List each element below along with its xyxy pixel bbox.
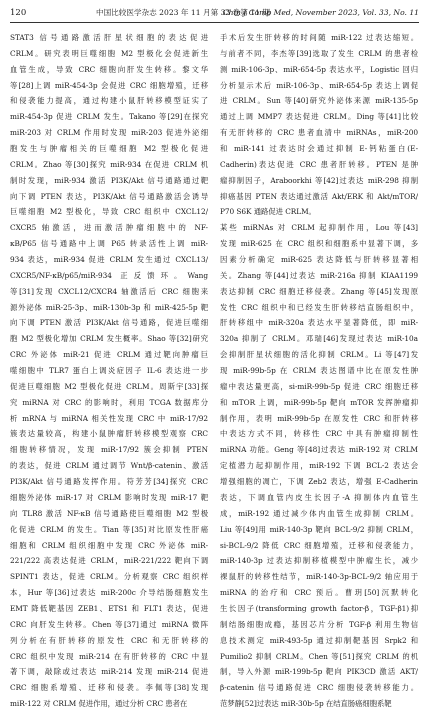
text-line: EMT 降低靶基因 ZEB1、ETS1 和 FLT1 表达，促进	[10, 603, 208, 613]
text-line: 向 TLR8 激活 NF-κB 信号通路使巨噬细胞 M2 型极	[10, 508, 208, 518]
text-line: 与前者不同，李杰等[39]选取了发生 CRLM 的患者检	[220, 48, 418, 58]
text-line: 的表达，促进 CRLM 通过调节 Wnt/β-catenin、激活	[10, 461, 208, 471]
text-line: 表达，下调血管内皮生长因子-A 抑制体内血管生	[220, 492, 418, 502]
text-line: 范梦静[52]过表达 miR-30b-5p 在结直肠癌细胞系靶	[220, 699, 392, 709]
text-line: 934 表达，miR-934 促进 CRLM 发生通过 CXCL13/	[10, 255, 208, 265]
text-line: 巨噬细胞 M2 型极化，导致 CRC 组织中 CXCL12/	[10, 207, 208, 217]
text-line: Cadherin)表达促进 CRC 患者肝转移。PTEN 是肿	[220, 159, 418, 169]
text-line: 瘤中表达量更高，si-miR-99b-5p 促进 CRC 细胞迁移	[220, 381, 418, 391]
text-line: 细胞转移情况，发现 miR-17/92 簇会抑制 PTEN	[10, 445, 208, 455]
text-line: miRNA 功能。Geng 等[48]过表达 miR-192 对 CRLM	[220, 445, 418, 455]
text-line: 噬细胞中 TLR7 蛋白上调炎症因子 IL-6 表达进一步	[10, 366, 208, 376]
text-line: 向下调 PTEN 激活 PI3K/Akt 信号通路，促进巨噬细	[10, 318, 208, 328]
text-line: 发现 miR-625 在 CRC 组织和细胞系中显著下调，多	[220, 239, 418, 249]
text-line: 促进巨噬细胞 M2 型极化促进 CRLM。周斯宇[33]探	[10, 381, 208, 391]
journal-name-cn: 中国比较医学杂志 2023 年 11 月第 33 卷第 11 期	[96, 8, 270, 17]
text-line: CRC 细胞系增殖、迁移和侵袭。李佩等[38]发现	[10, 683, 208, 693]
text-line: 某些 miRNAs 对 CRLM 起抑制作用，Lou 等[43]	[220, 223, 418, 233]
text-line: 息技术测定 miR-493-5p 通过抑制靶基因 Srpk2 和	[220, 635, 418, 645]
text-line: miR-203 对 CRLM 作用时发现 miR-203 促进外泌细	[10, 128, 208, 138]
text-line: 中表达方式不同，转移性 CRC 中具有肿瘤抑制性	[220, 429, 418, 439]
text-line: CRLM。Zhao 等[30]探究 miR-934 在促进 CRLM 机	[10, 159, 208, 169]
text-line: 化促进 CRLM 的发生。Tian 等[35]对比原发性肝癌	[10, 524, 208, 534]
text-line: miR-140-3p 过表达抑制移植模型中肿瘤生长，减少	[220, 556, 418, 566]
left-column	[10, 30, 208, 712]
text-line: 发性 CRC 组织中和已经发生肝转移结直肠组织中，	[220, 302, 418, 312]
text-line: CRC 向肝发生转移。Chen 等[37]通过 miRNA 微阵	[10, 619, 208, 629]
text-line: 究 miRNA 对 CRC 的影响时，利用 TCGA 数据库分	[10, 397, 208, 407]
header-rule	[10, 22, 419, 23]
text-line: 手术后发生肝转移的时间随 miR-122 过表达缩短。	[220, 33, 418, 42]
text-line: 源外泌体 miR-25-3p、miR-130b-3p 和 miR-425-5p 靶	[10, 302, 208, 312]
right-column	[220, 30, 418, 712]
text-line: SPINT1 表达，促进 CRLM。分析观察 CRC 组织样	[10, 572, 208, 582]
text-line: CRC 外泌体 miR-21 促进 CRLM 通过靶向肿瘤巨	[10, 350, 208, 360]
text-line: 细胞和 CRLM 组织细胞中发现 CRC 外泌体 miR-	[10, 540, 208, 550]
text-line: 析 mRNA 与 miRNA 相关性发现 CRC 中 miR-17/92	[10, 413, 208, 423]
text-line: κB/P65 信号通路中上调 P65 转录活性上调 miR-	[10, 239, 208, 249]
text-line: CXCR5/NF-κB/p65/miR-934 正反馈环。Wang	[10, 270, 208, 280]
text-line: 著下调，敲除或过表达 miR-214 发现 miR-214 促进	[10, 667, 208, 677]
text-line: 本，Hur 等[36]过表达 miR-200c 介导结肠细胞发生	[10, 588, 208, 598]
text-line: 抑癌基因 PTEN 表达通过激活 Akt/ERK 和 Akt/mTOR/	[220, 191, 418, 201]
text-line: 221/222 高表达促进 CRLM，miR-221/222 靶向下调	[10, 556, 208, 566]
text-line: 表达抑制 CRC 细胞迁移侵袭。Zhang 等[45]发现原	[220, 286, 418, 296]
text-line: PI3K/Akt 信号通路发挥作用。符芳芳[34]探究 CRC	[10, 477, 208, 487]
text-line: β-catenin 信号通路促进 CRC 细胞侵袭转移能力。	[220, 683, 418, 693]
text-line: 制时发现，miR-934 激活 PI3K/Akt 信号通路通过靶	[10, 175, 208, 185]
text-line: 320a 抑制了 CRLM。邓瑞[46]发现过表达 miR-10a	[220, 334, 418, 344]
text-line: 列分析在有肝转移的原发性 CRC 和无肝转移的	[10, 635, 208, 645]
text-line: 现 miR-99b-5p 在 CRLM 表达图谱中比在原发性肿	[220, 366, 418, 376]
text-line: STAT3 信号通路激活肝星状细胞的表达促进	[10, 33, 208, 42]
text-line: CRC 组织中发现 miR-214 在有肝转移的 CRC 中显	[10, 651, 208, 661]
text-line: 胞发生与肿瘤相关的巨噬细胞 M2 型极化促进	[10, 144, 208, 154]
text-line: 关。Zhang 等[44]过表达 miR-216a 抑制 KIAA1199	[220, 270, 418, 280]
running-header	[10, 5, 419, 21]
text-line: 裸鼠肝的转移性结节，miR-140-3p-BCL-9/2 轴应用于	[220, 572, 418, 582]
text-line: CRLM。研究表明巨噬细胞 M2 型极化会促进新生	[10, 48, 208, 58]
text-line: 制结肠细胞成瘾，基因芯片分析 TGF-β 利用生物信	[220, 619, 418, 629]
text-line: 瘤抑制因子，Araboorkhi 等[42]过表达 miR-298 抑制	[220, 175, 418, 185]
text-line: 会抑制肝星状细胞的活化抑制 CRLM。Li 等[47]发	[220, 350, 418, 360]
text-line: 肝转移组中 miR-320a 表达水平显著降低，即 miR-	[220, 318, 418, 328]
text-line: miR-454-3p 促进 CRLM 发生。Takano 等[29]在探究	[10, 112, 208, 122]
text-line: 细胞外泌体 miR-17 对 CRLM 影响时发现 miR-17 靶	[10, 492, 208, 502]
text-line: 生长因子(transforming growth factor-β，TGF-β1)抑	[220, 603, 418, 613]
text-line: 制作用，表明 miR-99b-5p 在原发性 CRC 和肝转移	[220, 413, 418, 423]
text-line: 等[28]上调 miR-454-3p 会促进 CRC 细胞增殖，迁移	[10, 80, 208, 90]
text-line: miR-122 对 CRLM 促进作用，通过分析 CRC 患者在	[10, 699, 188, 709]
text-line: 簇表达量较高，构建小鼠肿瘤肝转移模型观察 CRC	[10, 429, 208, 439]
journal-name-en: Chin J Comp Med, November 2023, Vol. 33, No. 11	[222, 8, 419, 17]
text-line: 进 CRLM。Sun 等[40]研究外泌体来源 miR-135-5p	[220, 96, 418, 106]
text-line: 制，导入外源 miR-199b-5p 靶向 PIK3CD 激活 AKT/	[220, 667, 418, 677]
text-line: 血管生成，导致 CRC 细胞向肝发生转移。黎文华	[10, 64, 208, 74]
text-line: 和 miR-141 过表达时会通过抑制 E-钙粘蛋白(E-	[220, 144, 418, 154]
text-line: si-BCL-9/2 降低 CRC 细胞增殖，迁移和侵袭能力，	[220, 540, 418, 550]
text-line: 有无肝转移的 CRC 患者血清中 miRNAs，miR-200	[220, 128, 418, 138]
text-line: 和 mTOR 上调，miR-99b-5p 靶向 mTOR 发挥肿瘤抑	[220, 397, 418, 407]
text-line: 胞 M2 型极化增加 CRLM 发生概率。Shao 等[32]研究	[10, 334, 208, 344]
text-line: Pumilio2 抑制 CRLM。Chen 等[51]探究 CRLM 的机	[220, 651, 418, 661]
text-line: P70 S6K 通路促进 CRLM。	[220, 207, 316, 217]
text-line: 增强细胞的凋亡，下调 Zeb2 表达，增强 E-Cadherin	[220, 477, 418, 487]
text-line: CXCR5 轴激活，进而激活肿瘤细胞中的 NF-	[10, 223, 208, 233]
text-line: 定植潜力起抑制作用，miR-192 下调 BCL-2 表达会	[220, 461, 418, 471]
text-line: Liu 等[49]用 miR-140-3p 靶向 BCL-9/2 抑制 CRLM，	[220, 524, 418, 534]
text-line: 测 miR-106-3p、miR-654-5p 表达水平，Logistic 回归	[220, 64, 418, 74]
text-line: miRNA 的治疗和 CRC 预后。曹玥[50]沉默转化	[220, 588, 418, 598]
text-line: 等[31]发现 CXCL12/CXCR4 轴激活后 CRC 细胞来	[10, 286, 208, 296]
text-line: 和侵袭能力提高，通过构建小鼠肝转移模型证实了	[10, 96, 208, 106]
text-line: 向下调 PTEN 表达，PI3K/Akt 信号通路激活会诱导	[10, 191, 208, 201]
text-line: 分析显示术后 miR-106-3p、miR-654-5p 表达上调促	[220, 80, 418, 90]
text-line: 通过上调 MMP7 表达促进 CRLM。Ding 等[41]比较	[220, 112, 418, 122]
page-number: 120	[10, 8, 27, 18]
text-line: 因素分析确定 miR-625 表达降低与肝转移显著相	[220, 255, 418, 265]
text-line: 成，miR-192 通过减少体内血管生成抑制 CRLM。	[220, 508, 418, 518]
